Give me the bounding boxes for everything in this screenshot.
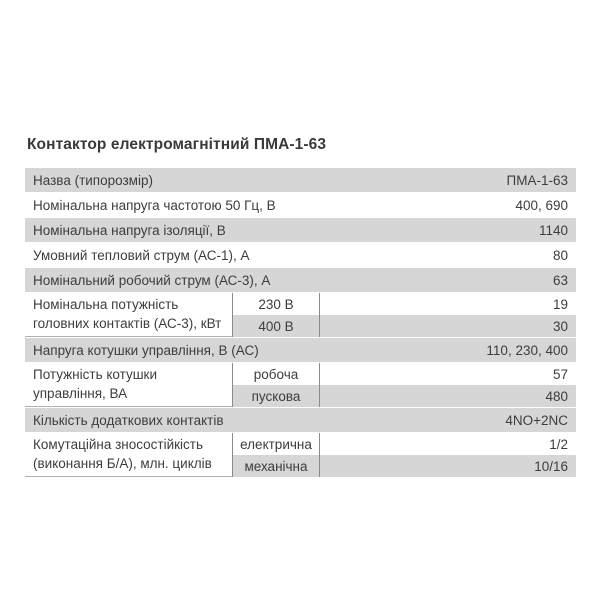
sub-name: механічна bbox=[232, 455, 320, 477]
row-value: ПМА-1-63 bbox=[506, 172, 568, 188]
row-value: 4NO+2NC bbox=[505, 412, 568, 428]
row-label: Номінальна напруга ізоляції, В bbox=[33, 222, 226, 238]
sub-row bbox=[232, 363, 576, 385]
sub-row bbox=[232, 433, 576, 455]
table-row bbox=[25, 243, 576, 267]
table-row bbox=[25, 193, 576, 217]
row-label: Номінальна напруга частотою 50 Гц, В bbox=[33, 197, 276, 213]
sub-row bbox=[232, 315, 576, 337]
row-label: Номінальна потужність головних контактів (АС-3), кВт bbox=[25, 293, 232, 337]
sub-value: 57 bbox=[552, 366, 568, 382]
row-value: 110, 230, 400 bbox=[486, 342, 568, 358]
table-row bbox=[25, 168, 576, 192]
table-row-split bbox=[25, 363, 576, 407]
row-value: 63 bbox=[552, 272, 568, 288]
sub-row bbox=[232, 455, 576, 477]
sub-value: 480 bbox=[545, 388, 568, 404]
sub-row bbox=[232, 293, 576, 315]
row-value: 400, 690 bbox=[515, 197, 568, 213]
table-row bbox=[25, 408, 576, 432]
page-title: Контактор електромагнітний ПМА-1-63 bbox=[27, 136, 327, 153]
split-body bbox=[232, 363, 576, 407]
split-body bbox=[232, 433, 576, 477]
row-label: Потужність котушки управління, ВА bbox=[25, 363, 232, 407]
table-row bbox=[25, 268, 576, 292]
table-row bbox=[25, 218, 576, 242]
row-label: Назва (типорозмір) bbox=[33, 172, 153, 188]
sub-value: 19 bbox=[552, 296, 568, 312]
sub-name: пускова bbox=[232, 385, 320, 407]
sub-name: 400 В bbox=[232, 315, 320, 337]
row-value: 1140 bbox=[538, 222, 568, 238]
sub-row bbox=[232, 385, 576, 407]
sub-name: 230 В bbox=[232, 293, 320, 315]
sub-value: 30 bbox=[552, 318, 568, 334]
table-row-split bbox=[25, 433, 576, 477]
row-label: Номінальний робочий струм (АС-3), А bbox=[33, 272, 271, 288]
row-value: 80 bbox=[552, 247, 568, 263]
sub-name: електрична bbox=[232, 433, 320, 455]
table-row bbox=[25, 338, 576, 362]
sub-value: 10/16 bbox=[534, 458, 568, 474]
row-label: Кількість додаткових контактів bbox=[33, 412, 224, 428]
split-body bbox=[232, 293, 576, 337]
sub-name: робоча bbox=[232, 363, 320, 385]
table-row-split bbox=[25, 293, 576, 337]
row-label: Умовний тепловий струм (АС-1), А bbox=[33, 247, 250, 263]
spec-table bbox=[25, 168, 576, 478]
row-label: Комутаційна зносостійкість (виконання Б/А), млн. циклів bbox=[25, 433, 232, 477]
row-label: Напруга котушки управління, В (АС) bbox=[33, 342, 259, 358]
sub-value: 1/2 bbox=[549, 436, 568, 452]
